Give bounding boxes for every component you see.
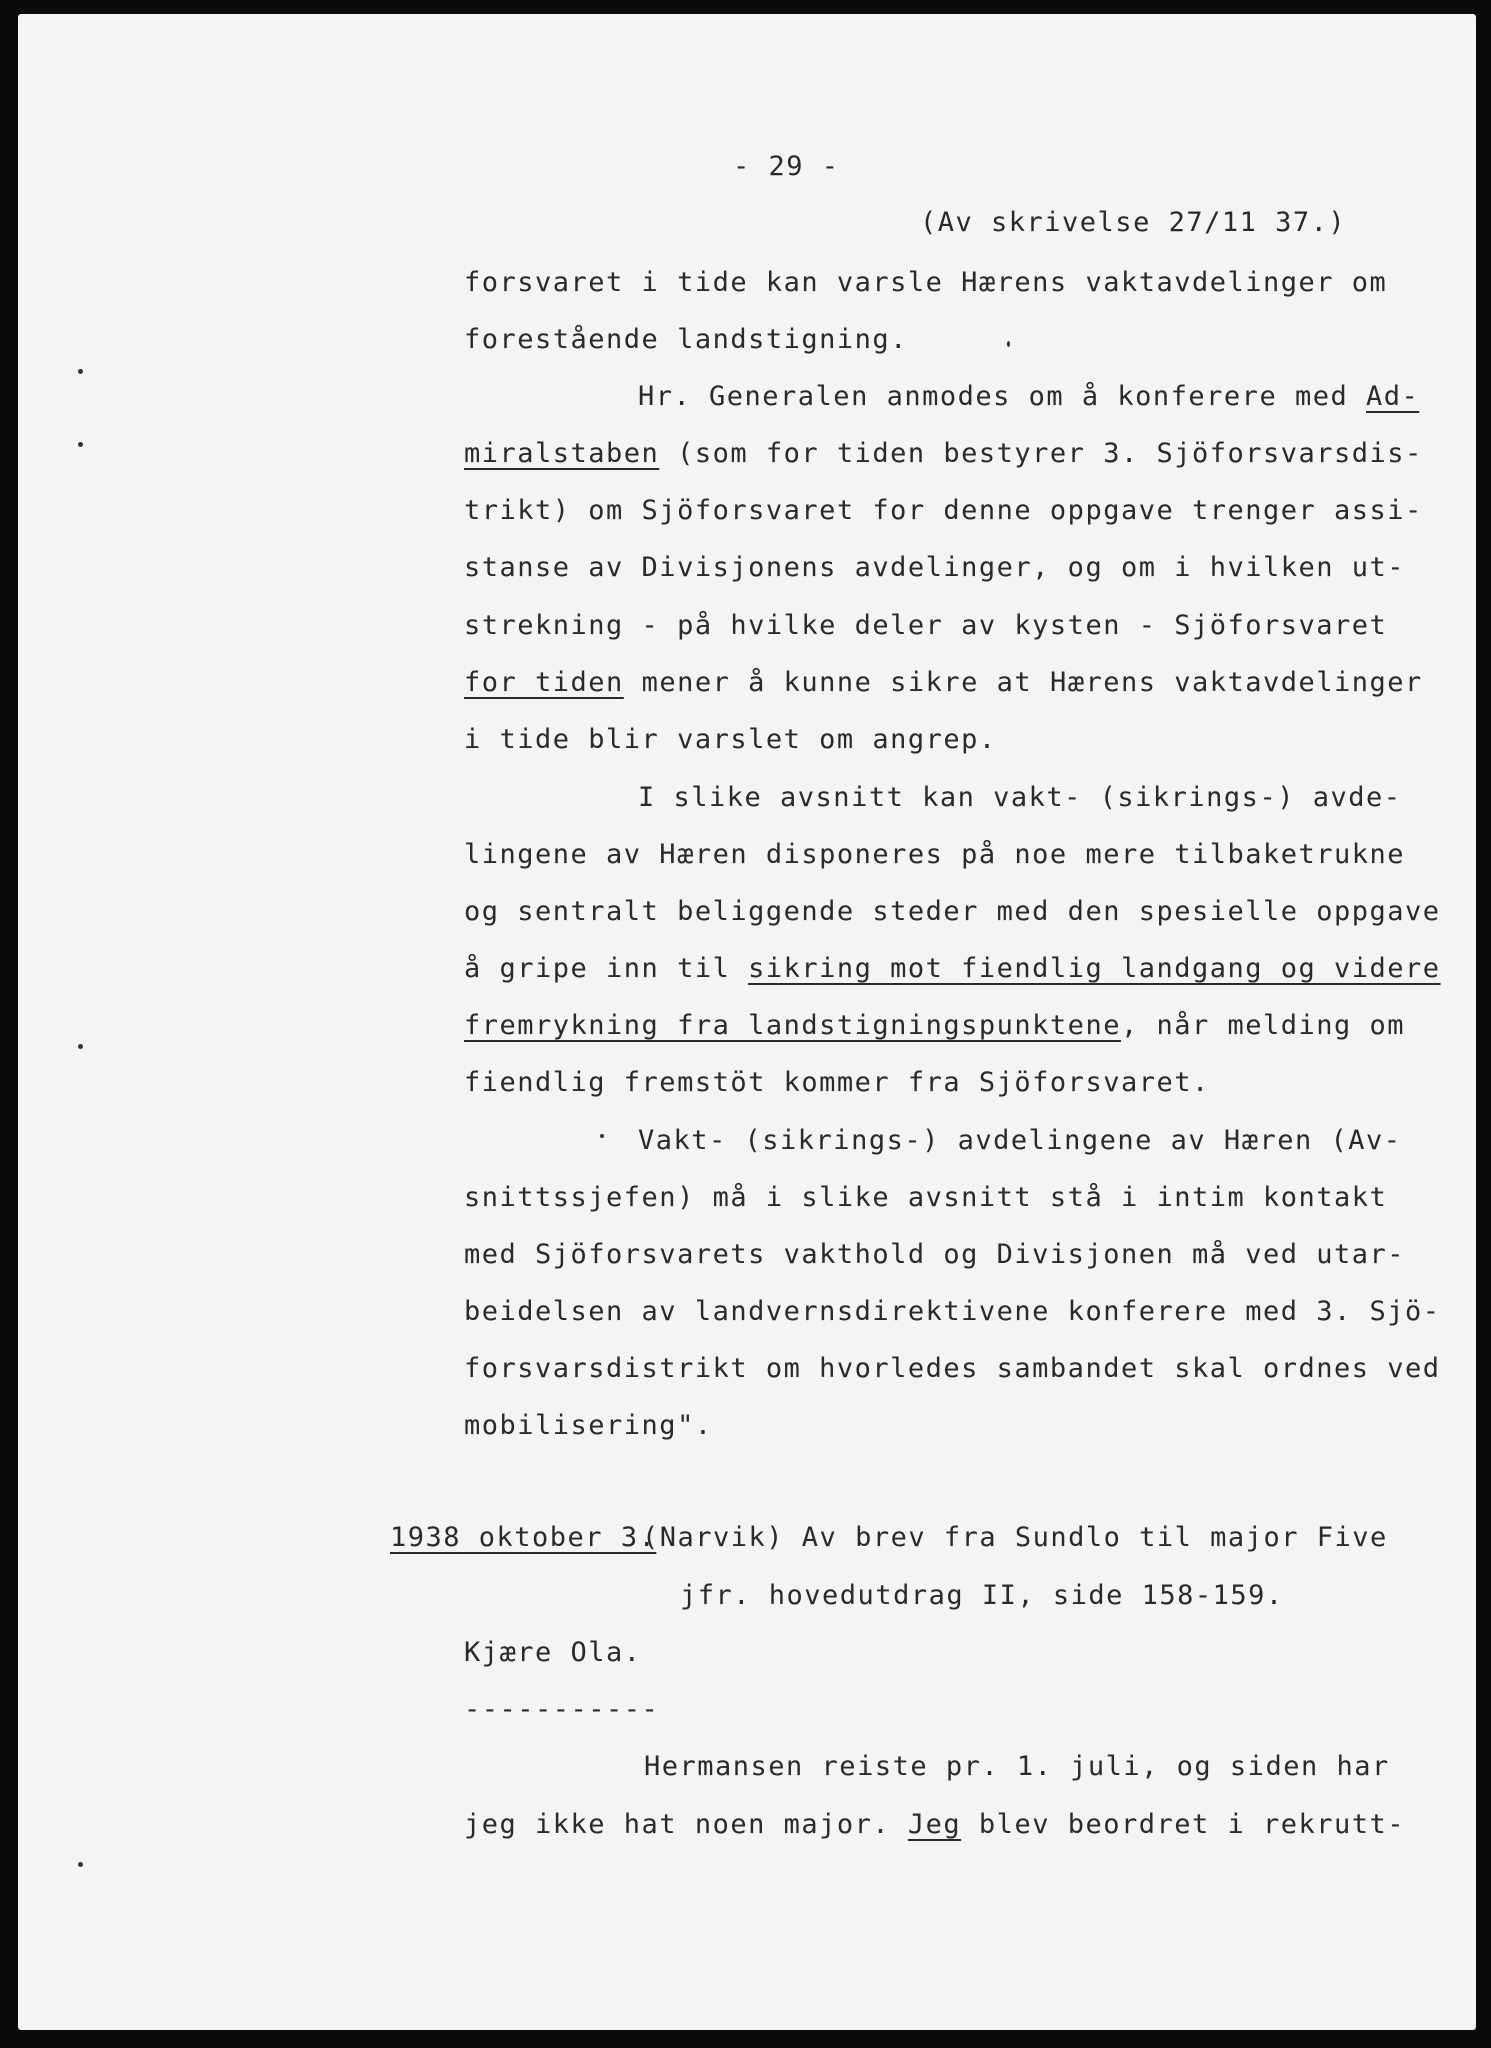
text-line-5: trikt) om Sjöforsvaret for denne oppgave trenger assi- bbox=[464, 495, 1423, 526]
text-line-13a: å gripe inn til bbox=[464, 953, 749, 984]
entry-line-2: jfr. hovedutdrag II, side 158-159. bbox=[680, 1580, 1284, 1611]
underlined-for-tiden: for tiden bbox=[464, 667, 624, 698]
text-line-12: og sentralt beliggende steder med den spesielle oppgave bbox=[464, 896, 1441, 927]
source-note: (Av skrivelse 27/11 37.) bbox=[920, 207, 1347, 238]
margin-mark bbox=[78, 1044, 83, 1049]
text-line-4b: (som for tiden bestyrer 3. Sjöforsvarsdis- bbox=[659, 438, 1423, 469]
salutation: Kjære Ola. bbox=[464, 1637, 642, 1668]
underlined-fremrykning: fremrykning fra landstigningspunktene bbox=[464, 1010, 1121, 1041]
text-line-3a: Hr. Generalen anmodes om å konferere med bbox=[638, 381, 1366, 412]
text-line-13 bbox=[464, 953, 1441, 985]
text-line-10: I slike avsnitt kan vakt- (sikrings-) avde- bbox=[638, 782, 1402, 813]
text-line-11: lingene av Hæren disponeres på noe mere tilbaketrukne bbox=[464, 839, 1406, 870]
text-line-1: forsvaret i tide kan varsle Hærens vaktavdelinger om bbox=[464, 267, 1388, 298]
underlined-admiralstaben: miralstaben bbox=[464, 438, 660, 469]
text-line-6: stanse av Divisjonens avdelinger, og om i hvilken ut- bbox=[464, 552, 1406, 583]
text-line-8b: mener å kunne sikre at Hærens vaktavdelinger bbox=[623, 667, 1423, 698]
margin-mark bbox=[78, 1862, 83, 1867]
margin-mark bbox=[78, 369, 83, 374]
text-line-19: beidelsen av landvernsdirektivene konferere med 3. Sjö- bbox=[464, 1296, 1441, 1327]
letter-line-2a: jeg ikke hat noen major. bbox=[464, 1809, 908, 1840]
margin-mark bbox=[78, 442, 83, 447]
underlined-sikring: sikring mot fiendlig landgang og videre bbox=[748, 953, 1441, 984]
letter-line-2c: blev beordret i rekrutt- bbox=[961, 1809, 1406, 1840]
text-line-2: forestående landstigning. bbox=[464, 324, 908, 355]
stray-mark bbox=[1007, 341, 1010, 347]
underlined-jeg: Jeg bbox=[907, 1809, 962, 1840]
text-line-21: mobilisering". bbox=[464, 1410, 713, 1441]
text-line-4 bbox=[464, 438, 1423, 470]
text-line-17: snittssjefen) må i slike avsnitt stå i intim kontakt bbox=[464, 1182, 1388, 1213]
document-page bbox=[18, 14, 1476, 2030]
entry-line-1: (Narvik) Av brev fra Sundlo til major Five bbox=[642, 1522, 1388, 1553]
entry-date: 1938 oktober 3. bbox=[390, 1522, 657, 1553]
letter-line-1: Hermansen reiste pr. 1. juli, og siden har bbox=[644, 1751, 1390, 1782]
page-number: - 29 - bbox=[733, 151, 840, 182]
text-line-14b: , når melding om bbox=[1120, 1010, 1406, 1041]
text-line-15: fiendlig fremstöt kommer fra Sjöforsvaret. bbox=[464, 1067, 1210, 1098]
text-line-8 bbox=[464, 667, 1423, 699]
letter-line-2 bbox=[464, 1809, 1405, 1841]
text-line-16: Vakt- (sikrings-) avdelingene av Hæren (Av- bbox=[638, 1125, 1402, 1156]
text-line-7: strekning - på hvilke deler av kysten - Sjöforsvaret bbox=[464, 610, 1388, 641]
text-line-9: i tide blir varslet om angrep. bbox=[464, 724, 997, 755]
text-line-3 bbox=[638, 381, 1419, 413]
separator: ----------- bbox=[464, 1694, 660, 1725]
text-line-20: forsvarsdistrikt om hvorledes sambandet skal ordnes ved bbox=[464, 1353, 1441, 1384]
text-line-18: med Sjöforsvarets vakthold og Divisjonen må ved utar- bbox=[464, 1239, 1406, 1270]
stray-mark bbox=[600, 1134, 604, 1138]
underlined-ad: Ad- bbox=[1365, 381, 1420, 412]
text-line-14 bbox=[464, 1010, 1405, 1042]
